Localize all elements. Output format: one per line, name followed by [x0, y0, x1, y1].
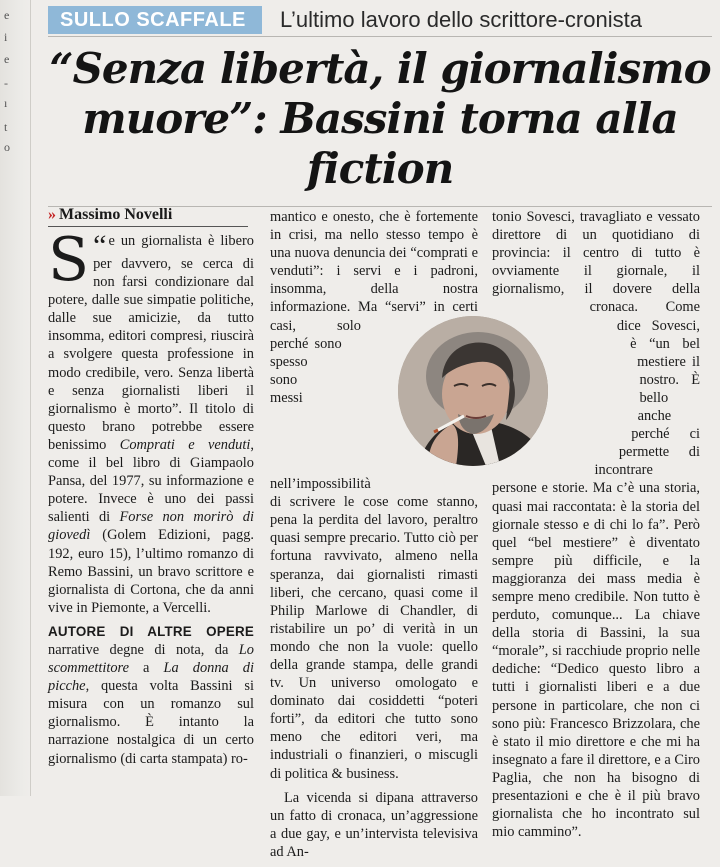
edge-fragment: i — [4, 30, 8, 44]
edge-fragment: o — [4, 140, 10, 154]
paragraph-text: , come il bel libro di Giampaolo Pansa, del 1977, su informazione e potere. Invece è uno dei passi salienti di — [48, 436, 254, 526]
headline — [48, 44, 712, 207]
book-title: La donna di picche — [48, 660, 254, 695]
subhead: AUTORE DI ALTRE OPERE — [48, 623, 254, 639]
byline-marker-icon: » — [48, 206, 56, 223]
paragraph-text: a — [129, 660, 164, 677]
edge-fragment: t — [4, 120, 8, 134]
book-title: Lo scommettitore — [48, 641, 254, 677]
kicker: L’ultimo lavoro dello scrittore-cronista — [280, 7, 642, 32]
paragraph-text: narrative degne di nota, da — [48, 641, 239, 658]
edge-fragment: e — [4, 52, 10, 66]
paragraph: La vicenda si dipana attraverso un fatto di cronaca, un’aggressione a due gay, e un’intervista televisiva ad An- — [270, 789, 478, 860]
paragraph-text: (Golem Edizioni, pagg. 192, euro 15), l’ultimo romanzo di Remo Bassini, un bravo scrittore e giornalista di Cortona, che da anni vive in Piemonte, a Vercelli. — [48, 527, 254, 616]
author-name: Massimo Novelli — [59, 206, 173, 223]
dropcap: S — [48, 225, 90, 295]
paragraph — [48, 225, 254, 617]
adjacent-page-edge — [0, 0, 31, 796]
edge-fragment: ı — [4, 96, 8, 110]
open-quote-icon: “ — [93, 229, 107, 262]
paragraph-text: e un giornalista è libero per davvero, se cerca di non farsi condizionare dal potere, dalle sue simpatie politiche, dalle sue amicizie, da tutto insomma, editori compresi, riuscirà a svolgere questa professione in modo credibile, vero. Senza libertà e senza giornalisti liberi il giornalismo è morto”. Il titolo di questo brano potrebbe essere benissimo — [48, 233, 254, 453]
edge-fragment: - — [4, 76, 8, 90]
section-tag: SULLO SCAFFALE — [48, 6, 262, 34]
paragraph: mantico e onesto, che è fortemente in crisi, ma nello stesso tempo è una nuova denuncia dei “comprati e venduti”: i servi e i padroni, insomma, della nostra informazione. Ma “servi” in certi casi, solo perché sono spesso sono messi nell’impossibilità di scrivere le cose come stanno, pena la perdita del lavoro, peraltro quasi sempre precario. Tutto ciò per fortuna ravvivato, almeno nella speranza, dai giornalisti rimasti liberi, che cercano, quasi come il Philip Marlowe di Chandler, di ristabilire un po’ di verità in un mondo che non la vuole: quello della grande stampa, delle grandi tv. Un universo omologato e dominato dai cosiddetti “poteri forti”, da editori che tutto sono meno che editori veri, ma industriali o finanzieri, o miscugli di politica & business. — [270, 209, 478, 782]
article-column-1 — [48, 225, 254, 774]
headline-line-1: “Senza libertà, il giornalismo — [49, 44, 711, 93]
paragraph-text: , questa volta Bassini si misura con un romanzo sul giornalismo. È intanto la narrazione nostalgica di un certo giornalismo (di carta stampata) ro- — [48, 678, 254, 767]
author-portrait-icon — [398, 316, 548, 466]
edge-fragment: e — [4, 8, 10, 22]
article-column-2 — [270, 208, 478, 867]
book-title: Forse non morirò di giovedì — [48, 509, 254, 544]
article-column-3 — [492, 208, 700, 847]
section-header — [48, 4, 712, 37]
headline-line-2: muore”: Bassini torna alla fiction — [82, 94, 678, 193]
paragraph: tonio Sovesci, travagliato e vessato direttore di un quotidiano di provincia: il centro di tutto è ovviamente il giornale, il giornalismo, il dovere della cronaca. Come dice Sovesci, è “un bel mestiere il nostro. È bello anche perché ci permette di incontrare persone e storie. Ma c’è una storia, quasi mai raccontata: è la storia del giornale stesso e di chi lo fa”. Però quel “bel mestiere” è diventato sempre più difficile, e la maggioranza dei mass media è sempre meno credibile. Non tutto è perduto, comunque... La chiave della storia di Bassini, la sua “morale”, si racchiude proprio nelle dediche: “Dedico questo libro a tutti i giornalisti liberi e a due persone in particolare, che non ci sono più: Francesco Brizzolara, che è stato il mio direttore e che mi ha insegnato a fare il direttore, e a Ciro Paglia, che non ha bisogno di presentazioni e che è il più bravo giornalista che ho incontrato sul mio cammino”. — [492, 209, 700, 841]
book-title: Comprati e venduti — [119, 436, 251, 453]
byline — [48, 206, 248, 227]
paragraph — [48, 623, 254, 768]
portrait-drawing — [398, 316, 548, 466]
